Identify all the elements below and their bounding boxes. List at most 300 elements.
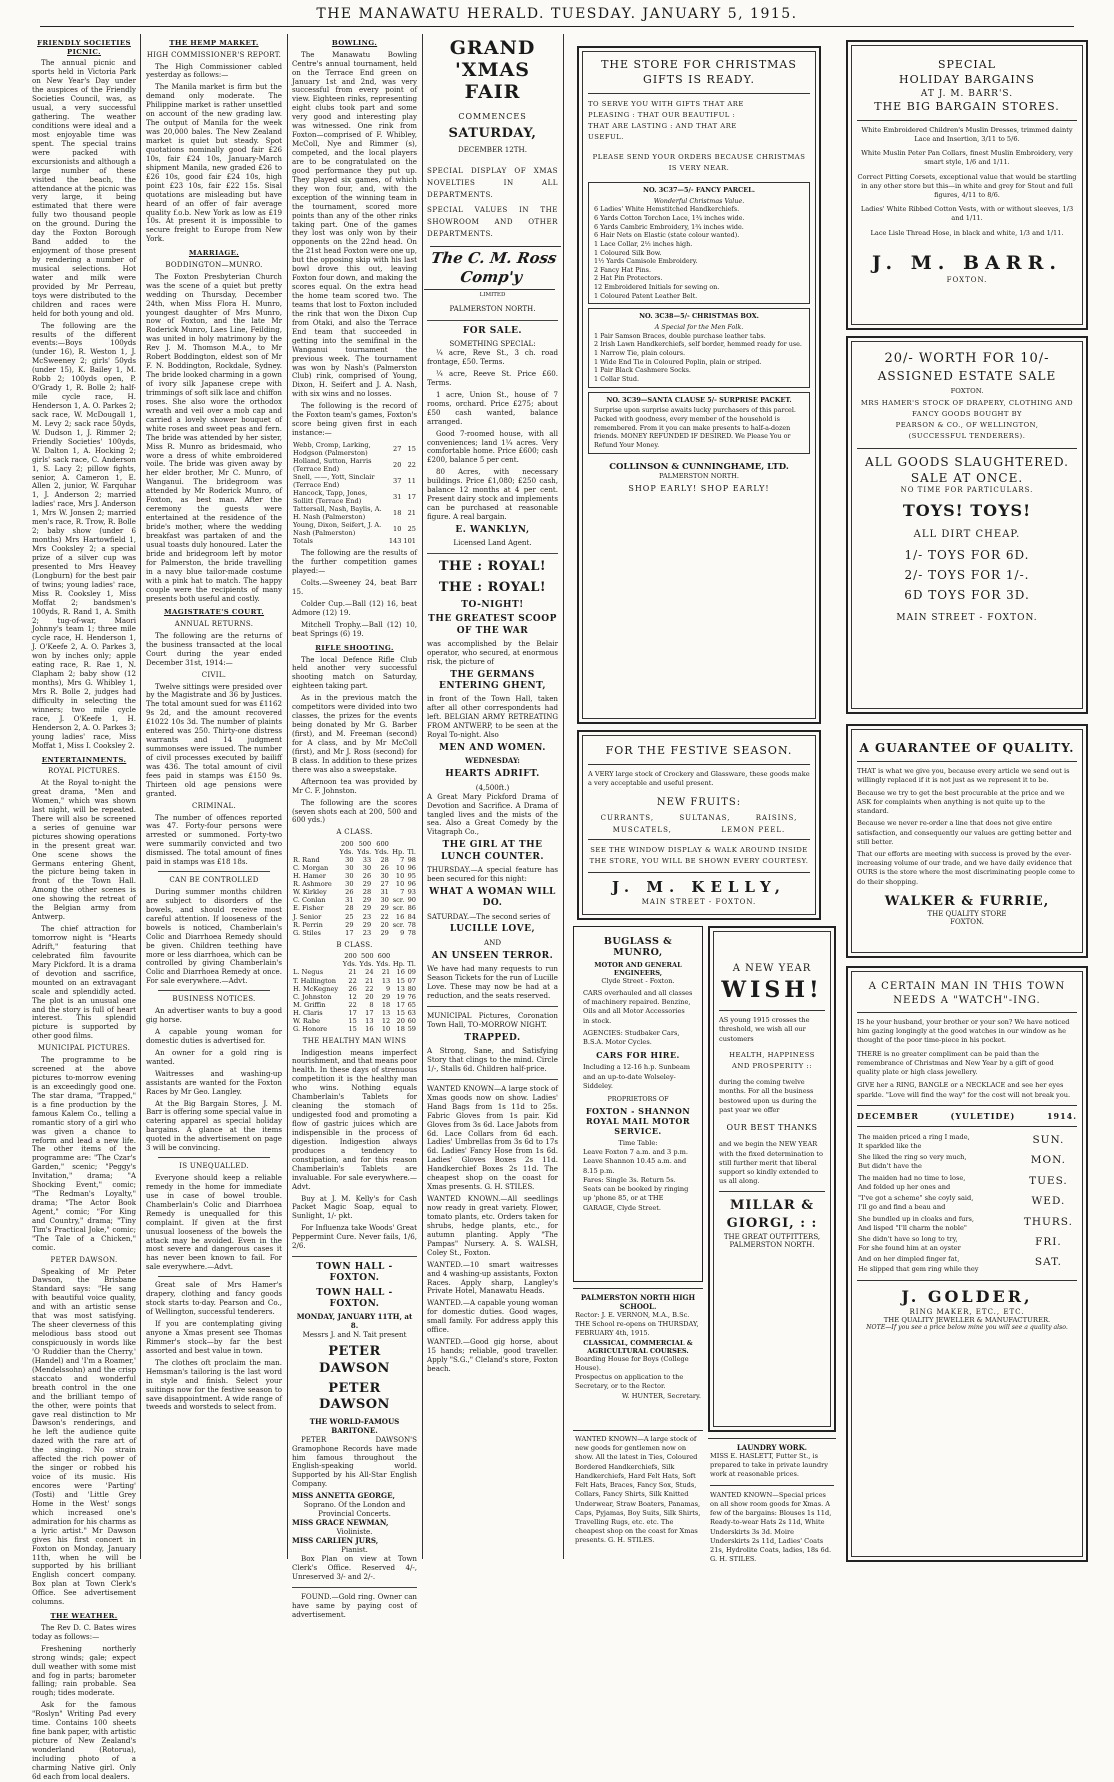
- estate-no-time: NO TIME FOR PARTICULARS.: [900, 485, 1034, 494]
- barr-holiday-bargains: HOLIDAY BARGAINS: [899, 72, 1035, 86]
- poem-line: For she found him at an oyster: [858, 1244, 961, 1253]
- wednesday: WEDNESDAY:: [465, 756, 520, 766]
- table-row: C. Johnston 12 20 29 19 76: [293, 992, 416, 1001]
- healthy-heading: THE HEALTHY MAN WINS: [302, 1036, 407, 1045]
- table-row: G. Stiles 17 23 29 9 78: [293, 928, 416, 937]
- scoop-paragraph: was accomplished by the Belair operator, who secured, at enormous risk, the picture of: [427, 638, 558, 666]
- poem-line: She didn't have so long to try,: [858, 1234, 958, 1243]
- box-plan: Box Plan on view at Town Clerk's Office. Reserved 4/-, Unreserved 3/- and 2/-.: [292, 1553, 417, 1581]
- wanted-notice: WANTED.—A capable young woman for domestic duties. Good wages, small family. For address apply this office.: [427, 1298, 558, 1335]
- estate-slaughtered: ALL GOODS SLAUGHTERED.: [865, 454, 1069, 469]
- table-row: Tattersall, Nash, Baylis, A. H. Nash (Palmerston) 18 21: [293, 505, 416, 522]
- tailoring-notice: The clothes oft proclaim the man. Hemsman's tailoring is the last word in style and finish. Select your suitings now for the festive season to save disappointment. A wide range of tweeds and worsteds to select from.: [146, 1357, 282, 1412]
- guarantee-p2: Because we try to get the best procurable at the price and we ASK for complaints when anything is not quite up to the standard.: [857, 788, 1065, 816]
- wanted-notice: WANTED KNOWN—A large stock of Xmas goods now on show. Ladies' Hand Bags from 1s 11d to 25s. Fabric Gloves from 1s pair. Kid Gloves from 3s 6d. Lace Jabots from 6d. Lace Collars from 6d each. Ladies' Umbrellas from 3s 6d to 17s 6d. Ladies' Fancy Hose from 1s 6d. Ladies' Gloves Boxes 2s 11d. Handkerchief Boxes 2s 11d. The cheapest shop on the coast for Xmas presents. G. H. STILES.: [427, 1083, 558, 1192]
- saturday-paragraph: SATURDAY.—The second series of: [427, 911, 550, 921]
- weather-forecast: Freshening northerly strong winds; gale; expect dull weather with some mist and fog in parts; barometer falling; rain probable. Sea rough; tides moderate.: [32, 1643, 136, 1698]
- concert-presenters: Messrs J. and N. Tait present: [302, 1330, 407, 1340]
- estate-deal: 1/- TOYS FOR 6D.: [904, 548, 1030, 563]
- festive-crockery: A VERY large stock of Crockery and Glassware, these goods make a very acceptable and useful present.: [588, 769, 810, 788]
- criminal-paragraph: The number of offences reported was 47. Forty-four persons were arrested or summoned. Forty-two were summarily convicted and two dismissed. The total amount of fines paid in stamps was £18 18s.: [146, 812, 282, 867]
- trapped: TRAPPED.: [464, 1032, 521, 1043]
- poem-calendar: [857, 1132, 1077, 1275]
- ad-new-year-wish: [708, 926, 836, 1432]
- table-row: Snell, ——, Yott, Sinclair (Terrace End) 37 11: [293, 473, 416, 490]
- buglass-address: Clyde Street - Foxton.: [601, 977, 675, 985]
- hemp-paragraph: The High Commissioner cabled yesterday as follows:—: [146, 61, 282, 80]
- saturday: SATURDAY,: [448, 125, 537, 141]
- barr-item: Correct Pitting Corsets, exceptional value that would be startling in any other store but this—in white and grey for Stout and full figures, 4/11 to 8/6.: [857, 172, 1077, 199]
- golder-name: J. GOLDER,: [901, 1286, 1033, 1306]
- proprietors: PROPRIETORS OF: [607, 1094, 669, 1103]
- criminal-subheading: CRIMINAL.: [191, 801, 237, 810]
- rifle-paragraph-3: Afternoon tea was provided by Mr C. F. Johnston.: [292, 776, 417, 795]
- grace-desc: Violiniste.: [336, 1527, 373, 1537]
- estate-assigned: ASSIGNED ESTATE SALE: [877, 368, 1057, 383]
- poem-line: And folded up her ones and: [858, 1182, 951, 1191]
- picnic-heading: FRIENDLY SOCIETIES PICNIC.: [37, 39, 131, 56]
- civil-paragraph: Twelve sittings were presided over by the Magistrate and 36 by Justices. The total amount sued for was £1162 9s 2d, and the amount recovered £1022 10s 3d. The number of plaints entered was 250. Thirty-one distress warrants and 14 judgment summonses were issued. The number of civil processes executed by bailiff was 436. The total amount of civil fees paid in stamps was £150 9s. Thirteen old age pensions were granted.: [146, 681, 282, 798]
- bowling-mitchell-trophy: Mitchell Trophy.—Ball (12) 10, beat Springs (6) 19.: [292, 619, 417, 638]
- ad-laundry: [708, 1438, 836, 1562]
- for-sale-item: 1 acre, Union St., house of 7 rooms, orchard. Price £275; about £50 cash wanted, balance arranged.: [427, 389, 558, 426]
- bowling-results-table: [292, 441, 417, 545]
- fruit-row: [588, 826, 810, 834]
- school-rector: Rector: J. E. VERNON, M.A., B.Sc.: [575, 1311, 690, 1319]
- time-table-row: Leave Foxton 7 a.m. and 3 p.m.: [583, 1148, 689, 1157]
- bowling-heading: BOWLING.: [331, 39, 378, 47]
- laundry-paragraph: MISS E. HASLETT, Futter St., is prepared to take in private laundry work at reasonable prices.: [710, 1452, 828, 1479]
- barr-name: J. M. BARR.: [871, 251, 1062, 274]
- buglass-agencies: AGENCIES: Studbaker Cars, B.S.A. Motor Cycles.: [583, 1028, 680, 1047]
- for-sale-item: 80 Acres, with necessary buildings. Price £1,080; £250 cash, balance 12 months at 4 per cent. Present dairy stock and implements can be purchased at reasonable figure. A real bargain.: [427, 467, 558, 522]
- girl-lunch-counter: THE GIRL AT THE LUNCH COUNTER.: [441, 840, 544, 862]
- millar-giorgi-sub: THE GREAT OUTFITTERS,: [723, 1232, 821, 1241]
- grand-xmas-fair: GRAND 'XMAS FAIR: [449, 37, 536, 103]
- parcel-item: 6 Hair Nets on Elastic (state colour wanted).: [594, 231, 740, 240]
- golder-sub: RING MAKER, ETC., ETC.: [909, 1307, 1025, 1316]
- hearts-adrift: HEARTS ADRIFT.: [445, 769, 540, 780]
- hearts-paragraph: A Great Mary Pickford Drama of Devotion and Sacrifice. A Drama of tangled lives and the mists of the sea. Also a Great Comedy by the Vitagraph Co.,: [427, 791, 558, 837]
- poem-row: [857, 1214, 1077, 1234]
- table-row: C. Conlan 31 29 30 scr. 90: [293, 896, 416, 905]
- rifle-paragraph-4: The following are the scores (seven shots each at 200, 500 and 600 yds.): [292, 797, 417, 825]
- christmas-box-heading: NO. 3C38—5/- CHRISTMAS BOX.: [639, 312, 759, 321]
- column-2: [146, 34, 282, 1561]
- barr-big-bargain: THE BIG BARGAIN STORES.: [874, 99, 1060, 113]
- christmas-box-sub: A Special for the Men Folk.: [654, 323, 744, 332]
- fares: Fares: Single 3s. Return 5s.: [583, 1175, 676, 1184]
- ad-christmas-store: [577, 46, 821, 724]
- santa-heading: NO. 3C39—SANTA CLAUSE 5/- SURPRISE PACKET.: [606, 395, 792, 404]
- poem-row: [857, 1254, 1077, 1274]
- parcel-item: 6 Yards Cambric Embroidery, 1¾ inches wide.: [594, 222, 744, 231]
- tonight: TO-NIGHT!: [461, 600, 524, 610]
- table-row: Holland, Sutton, Harris (Terrace End) 20 22: [293, 457, 416, 474]
- watch-p2: THERE is no greater compliment can be paid than the remembrance of Christmas and New Year by a gift of good quality plate or high class jewellery.: [857, 1049, 1054, 1077]
- new-year-p1: AS young 1915 crosses the threshold, we wish all our customers: [719, 1016, 810, 1043]
- school-prospectus: Prospectus on application to the Secretary, or to the Rector.: [575, 1373, 684, 1391]
- new-year: A NEW YEAR: [732, 963, 812, 974]
- new-fruits: NEW FRUITS:: [656, 797, 742, 809]
- christmas-box-list: [594, 332, 804, 384]
- walker-furrie-sub: THE QUALITY STORE: [927, 910, 1007, 919]
- collinson-name: COLLINSON & CUNNINGHAME, LTD.: [609, 461, 789, 472]
- watch-title: A CERTAIN MAN IN THIS TOWN NEEDS A "WATCH"-ING.: [868, 981, 1066, 1006]
- lucille-paragraph: We have had many requests to run Season Tickets for the run of Lucille Love. These may now be had at a reduction, and the seats reserved.: [427, 964, 558, 1000]
- peter-dawson-banner: PETER DAWSON: [319, 1381, 390, 1413]
- table-row: H. Claris 17 17 13 15 63: [293, 1008, 416, 1017]
- table-row: T. Hallington 22 21 13 15 07: [293, 976, 416, 985]
- rifle-heading: RIFLE SHOOTING.: [315, 643, 394, 652]
- table-row: H. Hamer 30 26 30 10 95: [293, 872, 416, 881]
- carlien-jurs: MISS CARLIEN JURS,: [292, 1535, 379, 1545]
- cars-for-hire-p: Including a 12-16 h.p. Sunbeam and an up-to-date Wolseley-Siddeley.: [583, 1063, 690, 1090]
- marriage-heading: MARRIAGE.: [188, 249, 240, 258]
- booking: Seats can be booked by ringing up 'phone 85, or at THE GARAGE, Clyde Street.: [583, 1185, 689, 1212]
- mail-service: FOXTON - SHANNON ROYAL MAIL MOTOR SERVICE.: [585, 1105, 691, 1136]
- weekday: THURS.: [1023, 1215, 1073, 1228]
- guarantee-p4: That our efforts are meeting with success is proved by the ever-increasing volume of our trade, and we have daily evidence that OURS is the store where the most discriminating people come to do their shopping.: [857, 849, 1075, 886]
- special-values: SPECIAL VALUES IN THE SHOWROOM AND OTHER DEPARTMENTS.: [427, 205, 558, 239]
- for-sale-item: ¼ acre, Reve St., 3 ch. road frontage, £50. Terms.: [427, 348, 558, 367]
- royal-heading: ROYAL PICTURES.: [47, 767, 121, 776]
- found-notice: FOUND.—Gold ring. Owner can have same by paying cost of advertisement.: [292, 1591, 417, 1619]
- germans-ghent: THE GERMANS ENTERING GHENT,: [439, 669, 546, 692]
- table-row: L. Negus 21 24 21 16 09: [293, 968, 416, 977]
- poem-line: It sparkled like the: [858, 1141, 922, 1150]
- germans-paragraph: in front of the Town Hall, taken after all other correspondents had left. BELGIAN ARMY RETREATING FROM ANTWERP, to be seen at the Royal To-night. Also: [427, 694, 558, 740]
- municipal-notice: MUNICIPAL Pictures, Coronation Town Hall, TO-MORROW NIGHT.: [427, 1010, 558, 1029]
- peter-dawson-banner: PETER DAWSON: [319, 1344, 390, 1376]
- poem-line: And lisped "I'll charm the noble": [858, 1223, 967, 1232]
- marriage-subheading: BODDINGTON—MUNRO.: [165, 260, 263, 269]
- bowling-colder-cup: Colder Cup.—Ball (12) 16, beat Admore (12) 19.: [292, 599, 417, 618]
- barr-item: White Embroidered Children's Muslin Dresses, trimmed dainty Lace and Insertion, 3/11 to 5/6.: [861, 125, 1073, 143]
- poem-line: And on her dimpled finger fat,: [858, 1255, 960, 1264]
- ad-estate-sale: [846, 336, 1088, 714]
- hemp-heading: THE HEMP MARKET.: [169, 39, 259, 47]
- buglass-p1: CARS overhauled and all classes of machinery repaired. Benzine, Oils and all Motor Accessories in stock.: [583, 989, 693, 1025]
- ross-limited: LIMITED: [479, 291, 506, 298]
- table-header: Yds. Yds. Yds. Hp. Tl.: [339, 848, 416, 857]
- wanklyn-sub: Licensed Land Agent.: [453, 538, 532, 548]
- parcel-item: 1 Coloured Silk Bow.: [594, 248, 662, 257]
- estate-p2: PEARSON & CO., OF WELLINGTON,: [895, 421, 1039, 430]
- calendar-header: [857, 1111, 1077, 1121]
- court-heading: MAGISTRATE'S COURT.: [163, 608, 265, 617]
- barr-at: AT J. M. BARR'S.: [920, 88, 1014, 99]
- picnic-results: The following are the results of the different events:—Boys 100yds (under 16), R. Weston 1, J. McSweeney 2; girls' 50yds (under 15), K. Bailey 1, M. Robb 2; 100yds open, P. O'Grady 1, R. Bolle 2; half-mile cycle race, H. Henderson 1, A. O. Parkes 2; sack race, W. McDougall 1, M. Levy 2; sack race 50yds, W. Dudson 1, J. Rimmer 2; Friendly Societies' 100yds, W. Dalton 1, A. Hocking 2; girls' sack race, C. Anderson 1, S. Lacy 2; pillow fights, senior, A. Cameron 1, E. Allen 2, junior, W. Farquhar 1, J. Anderson 2; married ladies' race, Mrs J. Anderson 1, Mrs W. Jonsen 2; married men's race, R. Trow, R. Bolle 2; baby show (under 6 months) Mrs Hartowfield 1, Mrs Cooksley 2; a special prize of a silver cup was presented to Mrs Heavey (Longburn) for the best pair of twins; young ladies' race, Miss R. Cooksley 1, Miss Moffat 2; bandsmen's 100yds, R. Rand 1, A. Smith 2; tug-of-war, Maori Johnny's team 1; three mile cycle race, H. Henderson 1, J. O'Keefe 2, A. O. Parkes 3, won by inches only; apple eating race, R. Rae 1, N. Clapham 2; baby show (12 months), Mrs G. Whibley 1, Mrs R. Bolle 2, judges had difficulty in selecting the winners; two mile cycle race, J. O'Keefe 1, H. Henderson 2, A. O. Parkes 3; young ladies' race, Miss Moffat 1, Miss I. Cooksley 2.: [32, 320, 136, 750]
- commences: COMMENCES: [458, 111, 527, 121]
- rimmer-notice: If you are contemplating giving anyone a Xmas present see Thomas Rimmer's stock—by far the best assorted and best value in town.: [146, 1319, 282, 1355]
- fruit-item: SULTANAS,: [679, 813, 731, 822]
- annetta-desc: Soprano. Of the London and Provincial Concerts.: [303, 1500, 406, 1519]
- cars-for-hire: CARS FOR HIRE.: [596, 1050, 680, 1061]
- poem-row: [857, 1152, 1077, 1172]
- town-hall-heading: TOWN HALL - FOXTON.: [316, 1262, 393, 1284]
- table-row: C. Morgan 30 30 26 10 96: [293, 864, 416, 873]
- hamer-notice: Great sale of Mrs Hamer's drapery, clothing and fancy goods stock starts to-day. Pearson and Co., of Wellington, successful tenderers.: [146, 1280, 282, 1317]
- municipal-paragraph: The programme to be screened at the above pictures to-morrow evening is an exceedingly good one. The star drama, "Trapped," is a fine production by the famous Kalem Co., telling a romantic story of a girl who was given a chance to reform and lead a new life. The other items of the programme are: "The Czar's Garden," scenic; "Peggy's Invitation," drama; "A Shocking Event," comic; "The Redman's Loyalty," drama; "The Actor Book Agent," comic; "For King and Country," drama; "Tiny Tim's Practical Joke," comic; "The Tale of a Chicken," comic.: [32, 1055, 136, 1252]
- poem-row: [857, 1173, 1077, 1193]
- roslyn-notice: Ask for the famous "Roslyn" Writing Pad every time. Contains 100 sheets fine bank paper, with artistic picture of New Zealand's wonderland (Rotorua), including photo of a charming Native girl. Only 6d each from local dealers.: [32, 1700, 136, 1781]
- estate-deal: 6D TOYS FOR 3D.: [904, 588, 1030, 603]
- class-b-table: [292, 952, 417, 1032]
- poem-line: I'll go and find a beau and: [858, 1203, 946, 1212]
- estate-worth: 20/- WORTH FOR 10/-: [884, 351, 1050, 366]
- barr-town: FOXTON.: [946, 275, 988, 284]
- court-subheading: ANNUAL RETURNS.: [174, 620, 254, 629]
- unequalled-paragraph: Everyone should keep a reliable remedy in the home for immediate use in case of bowel trouble. Chamberlain's Colic and Diarrhoea Remedy is unequalled for this complaint. If given at the first unusual looseness of the bowels the attack may be avoided. Even in the most severe and dangerous cases it has never been known to fail. For sale everywhere.—Advt.: [146, 1172, 282, 1272]
- table-row: R. Ashmore 30 29 27 10 96: [293, 880, 416, 889]
- laundry-heading: LAUNDRY WORK.: [736, 1443, 808, 1452]
- festive-title: FOR THE FESTIVE SEASON.: [605, 744, 793, 757]
- trapped-paragraph: A Strong, Sane, and Satisfying Story that clings to the mind. Circle 1/-, Stalls 6d. Children half-price.: [427, 1046, 558, 1073]
- kelly-address: MAIN STREET - FOXTON.: [641, 898, 757, 907]
- poem-line: "I've got a scheme" she coyly said,: [858, 1194, 974, 1203]
- unseen-terror: AN UNSEEN TERROR.: [431, 950, 554, 961]
- walker-furrie-town: FOXTON.: [950, 918, 984, 927]
- peter-dawson-records: PETER DAWSON'S Gramophone Records have made him famous throughout the English-speaking world. Supported by his All-Star English Company.: [292, 1434, 417, 1489]
- barr-item: White Muslin Peter Pan Collars, finest Muslin Embroidery, very smart style, 1/6 and 1/11.: [861, 149, 1073, 167]
- stiles-wanted: WANTED KNOWN—A large stock of new goods for gentlemen now on show. All the latest in Ties, Coloured Bordered Handkerchiefs, Silk Handkerchiefs, Hard Felt Hats, Soft Felt Hats, Braces, Fancy Sox, Studs, Collars, Fancy Shirts, Silk Knitted Underwear, Straw Boaters, Panamas, Caps, Pyjamas, Boy Suits, Silk Shirts, Travelling Rugs, etc. etc. The cheapest shop on the coast for Xmas presents. G. H. STILES.: [575, 1435, 701, 1545]
- bowling-paragraph-3: The following are the results of the further competition games played:—: [292, 548, 417, 576]
- poem-line: The maiden priced a ring I made,: [858, 1132, 970, 1141]
- weekday: SUN.: [1032, 1133, 1065, 1146]
- poem-line: But didn't have the: [858, 1162, 922, 1171]
- christmas-line: THAT ARE LASTING : AND THAT ARE: [588, 122, 737, 131]
- weekday: TUES.: [1029, 1174, 1068, 1187]
- school-reopens: THE School re-opens on THURSDAY, FEBRUARY 4th, 1915.: [575, 1320, 699, 1338]
- special-display: SPECIAL DISPLAY OF XMAS NOVELTIES IN ALL DEPARTMENTS.: [427, 165, 558, 200]
- marriage-paragraph: The Foxton Presbyterian Church was the scene of a quiet but pretty wedding on Thursday, December 24th, when Miss Flora H. Munro, youngest daughter of Mrs Munro, now of Foxton, and the late Mr Roderick Munro, Laes Line, Feilding, was united in holy matrimony by the Rev J. M. Thomson M.A., to Mr Robert Boddington, eldest son of Mr F. N. Boddington, Rockdale, Sydney. The bride looked charming in a gown of ivory silk Japanese crepe with trimmings of soft silk lace and chiffon roses. She also wore the orthodox wreath and veil over a mob cap and carried a lovely shower bouquet of white roses and sweet peas and fern. The bride was attended by her sister, Miss R. Munro as bridesmaid, who wore a dress of white embroidered voile. The bride was given away by her elder brother, Mr C. Munro, of Wanganui. The bridegroom was attended by Mr Roderick Munro, of Foxton, as best man. After the ceremony the guests were entertained at the residence of the bride's mother, where the wedding breakfast was partaken of and the usual toasts duly honoured. Later the bride and bridegroom left by motor for Palmerston, the bride travelling in a navy blue tailor-made costume with a pink hat to match. The happy couple were the recipients of many presents both useful and costly.: [146, 271, 282, 603]
- estate-main-street: MAIN STREET - FOXTON.: [896, 612, 1038, 623]
- parcel-item: 1½ Yards Camisole Embroidery.: [594, 257, 698, 266]
- fancy-parcel-list: [594, 205, 804, 300]
- golder-desc: THE QUALITY JEWELLER & MANUFACTURER.: [883, 1315, 1051, 1324]
- wanted-notice: WANTED.—Good gig horse, about 15 hands; reliable, good traveller. Apply "S.G.," Cleland's store, Foxton beach.: [427, 1337, 559, 1373]
- box-item: 2 Irish Lawn Handkerchiefs, self border, hemmed ready for use.: [594, 340, 802, 349]
- entertainments-heading: ENTERTAINMENTS.: [41, 755, 127, 764]
- business-notice: Waitresses and washing-up assistants are wanted for the Foxton Races by Mr Geo. Langley.: [146, 1068, 282, 1096]
- collinson-location: PALMERSTON NORTH.: [659, 471, 739, 480]
- time-table-row: Leave Shannon 10.45 a.m. and 8.15 p.m.: [583, 1157, 687, 1175]
- barr-list: [857, 126, 1077, 238]
- ad-high-school: [573, 1288, 703, 1430]
- table-header: 200 500 600: [344, 952, 391, 961]
- table-row: Webb, Cromp, Larking, Hodgson (Palmerston) 27 15: [293, 441, 416, 458]
- controlled-paragraph: During summer months children are subject to disorders of the bowels, and should receive most careful attention. If looseness of the bowels is noticed, Chamberlain's Colic and Diarrhoea Remedy should be given. Children teething have more or less diarrhoea, which can be controlled by giving Chamberlain's Colic and Diarrhoea Remedy at once. For sale everywhere.—Advt.: [146, 886, 282, 986]
- calendar-year: 1914.: [1046, 1110, 1077, 1121]
- box-item: 1 Wide End Tie in Coloured Poplin, plain or striped.: [594, 357, 762, 366]
- barr-special: SPECIAL: [938, 58, 996, 71]
- ad-buglass-munro: [573, 926, 703, 1282]
- poem-row: [857, 1132, 1077, 1152]
- table-row: G. Honore 15 16 10 18 59: [293, 1024, 416, 1033]
- hemp-subheading: HIGH COMMISSIONER'S REPORT.: [146, 50, 282, 59]
- walker-furrie-name: WALKER & FURRIE,: [884, 893, 1050, 909]
- table-header: 200 500 600: [340, 840, 389, 849]
- parcel-item: 2 Hat Pin Protectors.: [594, 274, 663, 283]
- festive-window: SEE THE WINDOW DISPLAY & WALK AROUND INSIDE THE STORE, YOU WILL BE SHOWN EVERY COURTESY.: [589, 845, 809, 865]
- for-sale-item: Good 7-roomed house, with all conveniences; land 1¼ acres. Very comfortable home. Price £600; cash £200, balance 5 per cent.: [427, 428, 558, 465]
- school-name: PALMERSTON NORTH HIGH SCHOOL.: [580, 1293, 696, 1311]
- wanklyn-name: E. WANKLYN,: [455, 524, 530, 535]
- picnic-paragraph: The annual picnic and sports held in Victoria Park on New Year's Day under the auspices of the Friendly Societies Council, was, as usual, a very successful gathering. The weather conditions were ideal and a most enjoyable time was spent. The special trains were packed with excursionists and although a large number of these visited the beach, the attendance at the picnic was very large, it being estimated that there were fully two thousand people on the ground. During the day the Foxton Borough Band added to the enjoyment of those present by rendering a number of musical selections. Hot water and milk were provided by Mr Perreau, toys were distributed to the children and races were held for both young and old.: [32, 58, 136, 318]
- box-item: 1 Pair Samson Braces, double purchase leather tabs.: [594, 331, 766, 340]
- calendar-yuletide: (YULETIDE): [950, 1110, 1016, 1121]
- column-rule: [140, 34, 141, 1559]
- health-happiness: HEALTH, HAPPINESS AND PROSPERITY ::: [729, 1050, 815, 1071]
- ad-golder: [846, 966, 1088, 1562]
- unequalled-heading: IS UNEQUALLED.: [179, 1162, 249, 1171]
- healthy-paragraph: Indigestion means imperfect nourishment, and that means poor health. In these days of strenuous competition it is the healthy man who wins. Nothing equals Chamberlain's Tablets for cleaning the stomach of undigested food and promoting a flow of gastric juices which are indispensible in the process of digestion. Indigestion always produces a tendency to constipation, and for this reason Chamberlain's Tablets are invaluable. For sale everywhere.—Advt.: [292, 1047, 417, 1191]
- concert-date: MONDAY, JANUARY 11TH, at 8.: [296, 1312, 413, 1331]
- fruit-row: [588, 814, 810, 822]
- estate-toys: TOYS! TOYS!: [902, 500, 1032, 520]
- peter-dawson-paragraph: Speaking of Mr Peter Dawson, the Brisbane Standard says: "He sang with beautiful voice quality, and with an artistic sense that was most satisfying. The sheer cleverness of this melodious bass stood out conspicuously in words like 'O Ruddier than the Cherry,' (Handel) and 'I'm a Roamer,' (Mendelssohn) and the crisp staccato and wonderful breath control in the one and the brilliant tempo of the other, were points that gave real distinction to Mr Dawson's renderings, and he left the audience quite dazed with the rare art of the singing. No strain affected the rich power of the singer or robbed his voice of its music. His encores were 'Parting' (Tosti) and 'Little Grey Home in the West' songs which increased one's admiration for his charms as a lyric artist." Mr Dawson gives his first concert in Foxton on Monday, January 11th, when he will be supported by his brilliant English concert company. Box plan at Town Clerk's Office. See advertisement columns.: [32, 1266, 136, 1607]
- school-boarding: Boarding House for Boys (College House).: [575, 1354, 689, 1372]
- guarantee-p3: Because we never re-order a line that does not give entire satisfaction, and consequently our values are getting better and still better.: [857, 819, 1072, 846]
- business-notice: At the Big Bargain Stores, J. M. Barr is offering some special value in catering apparel as special holiday bargains. A glance at the items quoted in the advertisement on page 3 will be convincing.: [146, 1098, 282, 1153]
- table-row: E. Fisher 28 29 29 scr. 86: [293, 904, 416, 913]
- guarantee-title: A GUARANTEE OF QUALITY.: [859, 741, 1075, 755]
- barr-item: Ladies' White Ribbed Cotton Vests, with or without sleeves, 1/3 and 1/11.: [860, 205, 1074, 223]
- time-table-heading: Time Table:: [618, 1138, 658, 1147]
- parcel-item: 2 Fancy Hat Pins.: [594, 265, 651, 274]
- carlien-desc: Pianist.: [341, 1544, 368, 1554]
- bowling-paragraph-2: The following is the record of the Foxton team's games, Foxton's score being given first in each instance:—: [292, 401, 417, 438]
- parcel-item: 6 Ladies' White Hemstitched Handkerchiefs.: [594, 205, 740, 214]
- ad-festive-season: [577, 730, 821, 920]
- new-year-p3: and we begin the NEW YEAR with the fixed determination to still further merit that liberal support so kindly extended to us all along.: [719, 1140, 824, 1186]
- class-a-table: [292, 840, 417, 936]
- weekday: FRI.: [1035, 1235, 1062, 1248]
- column-rule: [563, 34, 564, 1559]
- christmas-line: TO SERVE YOU WITH GIFTS THAT ARE: [588, 99, 744, 108]
- christmas-line: PLEASING : THAT OUR BEAUTIFUL :: [588, 110, 736, 119]
- weather-intro: The Rev D. C. Bates wires today as follows:—: [32, 1622, 136, 1641]
- column-3: [292, 34, 418, 1619]
- barr-item: Lace Lisle Thread Hose, in black and white, 1/3 and 1/11.: [870, 228, 1064, 237]
- estate-sale-at-once: SALE AT ONCE.: [910, 470, 1024, 485]
- business-notice: An advertiser wants to buy a good gig horse.: [146, 1006, 282, 1024]
- court-paragraph: The following are the returns of the business transacted at the local Court during the year ended December 31st, 1914:—: [146, 630, 282, 667]
- column-4: [427, 34, 558, 1561]
- for-sale-item: ¼ acre, Reeve St. Price £60. Terms.: [427, 368, 558, 387]
- grace-newman: MISS GRACE NEWMAN,: [292, 1518, 389, 1528]
- royal-banner: THE : ROYAL!: [438, 579, 547, 595]
- estate-town: FOXTON.: [950, 386, 984, 395]
- estate-p3: (SUCCESSFUL TENDERERS).: [908, 432, 1026, 441]
- december-12: DECEMBER 12TH.: [458, 144, 527, 154]
- town-hall-heading: TOWN HALL - FOXTON.: [316, 1287, 393, 1310]
- christmas-please: PLEASE SEND YOUR ORDERS BECAUSE CHRISTMAS IS VERY NEAR.: [592, 152, 806, 172]
- parcel-item: 1 Lace Collar, 2½ inches high.: [594, 239, 693, 248]
- box-item: 1 Collar Stud.: [594, 374, 640, 383]
- class-a-heading: A CLASS.: [336, 828, 373, 837]
- hearts-length: (4,500ft.): [475, 782, 510, 792]
- influenza-notice: For Influenza take Woods' Great Peppermint Cure. Never fails, 1/6, 2/6.: [292, 1223, 418, 1251]
- business-heading: BUSINESS NOTICES.: [172, 995, 256, 1004]
- business-notice: A capable young woman for domestic duties is advertised for.: [146, 1026, 282, 1045]
- table-row: W. Rabe 15 13 12 20 60: [293, 1016, 416, 1025]
- christmas-line: USEFUL.: [588, 133, 624, 142]
- bowling-colts: Colts.—Sweeney 24, beat Barr 15.: [292, 578, 417, 597]
- parcel-item: 12 Embroidered Initials for sewing on.: [594, 283, 720, 292]
- fancy-parcel-heading: NO. 3C37—5/- FANCY PARCEL.: [643, 185, 755, 194]
- table-row: H. McKegney 26 22 9 13 80: [293, 984, 416, 993]
- fancy-parcel-box: [588, 182, 810, 304]
- hemp-report: The Manila market is firm but the demand only moderate. The Philippine market is rather unsettled on account of the new grading law. The output of Manila for the week was 20,000 bales. The New Zealand market is quiet but steady. Spot quotations nominally good fair £26 10s, fair £24 10s, January-March shipment Manila, new graded £26 to £26 10s, good fair £24 10s, high point £23 10s, fair £22 15s. Sisal quotations are misleading but have heard of an offer of fair average quality f.o.b. New York as low as £19 10s. At present it is impossible to secure freight to Europe from New York.: [146, 82, 282, 244]
- fruit-item: MUSCATELS,: [612, 825, 672, 834]
- ad-barr: [846, 40, 1088, 330]
- stiles-wanted-2: WANTED KNOWN—Special prices on all show room goods for Xmas. A few of the bargains: Blouses 1s 11d, Ready-to-wear Hats 2s 11d, White Underskirts 3s 3d. Moire Underskirts 2s 11d, Ladies' Coats 21s, Hydrolite Coats, ladies, 18s 6d. G. H. STILES.: [710, 1490, 832, 1564]
- ross-logo: The C. M. Ross Comp'y: [424, 246, 561, 290]
- and-word: AND: [483, 937, 502, 947]
- annetta-george: MISS ANNETTA GEORGE,: [292, 1491, 395, 1501]
- royal-paragraph: At the Royal to-night the great drama, "Men and Women," which was shown last night, will be repeated. There will also be screened a series of genuine war pictures showing operations in the present great war. One scene shows the Germans entering Ghent, the picture being taken in front of the Town Hall. Among the other scenes is one showing the retreat of the Belgian army from Antwerp.: [32, 778, 136, 922]
- santa-packet-box: [588, 392, 810, 454]
- wanted-notice: WANTED.—10 smart waitresses and 4 washing-up assistants, Foxton Races. Apply sharp, Langley's Private Hotel, Manawatu Heads.: [427, 1259, 558, 1296]
- poem-line: The maiden had no time to lose,: [858, 1173, 966, 1182]
- weekday: SAT.: [1034, 1256, 1062, 1269]
- municipal-heading: MUNICIPAL PICTURES.: [37, 1044, 131, 1053]
- poem-row: [857, 1234, 1077, 1254]
- table-header: Yds. Yds. Yds. Hp. Tl.: [342, 960, 416, 969]
- bowling-paragraph: The Manawatu Bowling Centre's annual tournament, held on the Terrace End green on January 1st and 2nd, was very successful from every point of view. Eighteen rinks, representing eight clubs took part and some very good and interesting play was witnessed. One rink from Foxton—comprised of F. Whibley, McColl, Nye and Rimmer (s), competed, and the local players are to be congratulated on the good performance they put up. They played six games, of which they won four, and, with the exception of the winning team in the tournament, scored more points than any of the other rinks taking part. One of the games they lost was only won by their opponents on the 22nd head. On the 21st head Foxton were one up, but the opposing skip with his last bowl drove this out, leaving Foxton four down, and making the scores equal. On the extra head the home team scored two. The teams that lost to Foxton included the rink that won the Dixon Cup from Otaki, and also the Terrace End team that succeeded in getting into the semifinal in the Wanganui tournament the previous week. The tournament was won by Nash's (Palmerston Club) rink, comprised of Young, Dixon, H. Seifert and J. A. Nash, with six wins and no losses.: [292, 49, 417, 399]
- millar-giorgi-town: PALMERSTON NORTH.: [729, 1240, 815, 1249]
- thursday-paragraph: THURSDAY.—A special feature has been secured for this night:: [427, 865, 558, 883]
- santa-paragraph: Surprise upon surprise awaits lucky purchasers of this parcel. Packed with goodness, every member of the household is remembered. From it you can make presents to half-a-dozen friends. MONEY REFUNDED IF DESIRED. We Please You or Refund Your Money.: [594, 406, 796, 449]
- christmas-title: THE STORE FOR CHRISTMAS GIFTS IS READY.: [601, 58, 797, 86]
- table-row: W. Kirkley 26 28 31 7 93: [293, 888, 416, 897]
- watch-p3: GIVE her a RING, BANGLE or a NECKLACE and see her eyes sparkle. "Love will find the way" for the cost will not break you.: [857, 1081, 1071, 1099]
- box-item: 1 Pair Black Cashmere Socks.: [594, 366, 691, 375]
- guarantee-p1: THAT is what we give you, because every article we send out is willingly replaced if it is not just as we represent it to be.: [857, 767, 1070, 785]
- table-row: J. Senior 25 23 22 16 84: [293, 912, 416, 921]
- new-year-p2: during the coming twelve months. For all the business bestowed upon us during the past year we offer: [719, 1078, 817, 1114]
- parcel-item: 6 Yards Cotton Torchon Lace, 1¾ inches wide.: [594, 213, 745, 222]
- for-sale-sub: SOMETHING SPECIAL:: [449, 339, 536, 349]
- table-row: M. Griffin 22 8 18 17 65: [293, 1000, 416, 1009]
- peter-dawson-desc: THE WORLD-FAMOUS BARITONE.: [309, 1416, 400, 1435]
- what-a-woman: WHAT A WOMAN WILL DO.: [429, 886, 556, 909]
- royal-banner: THE : ROYAL!: [438, 559, 547, 575]
- estate-deal: 2/- TOYS FOR 1/-.: [904, 568, 1030, 583]
- weekday: MON.: [1030, 1154, 1067, 1167]
- shop-early: SHOP EARLY! SHOP EARLY!: [628, 483, 770, 493]
- table-row: R. Perrin 29 29 20 scr. 78: [293, 920, 416, 929]
- buglass-sub: MOTOR AND GENERAL ENGINEERS,: [594, 961, 682, 977]
- table-row: Young, Dixon, Seifert, J. A. Nash (Palmerston) 10 25: [293, 521, 416, 538]
- fruit-item: LEMON PEEL.: [721, 825, 786, 834]
- civil-subheading: CIVIL.: [201, 670, 227, 679]
- royal-paragraph-2: The chief attraction for tomorrow night is "Hearts Adrift," featuring that celebrated film favourite Mary Pickford. It is a drama of devotion and sacrifice, mounted on an extravagant scale and splendidly acted. The plot is an unusual one and the story is full of heart interest. This splendid picture is supported by other good films.: [32, 924, 136, 1041]
- fancy-parcel-sub: Wonderful Christmas Value.: [653, 196, 745, 205]
- poem-line: She bundled up in cloaks and furs,: [858, 1214, 975, 1223]
- rifle-paragraph-2: As in the previous match the competitors were divided into two classes, the prizes for the events being donated by Mr G. Barber (first), and M. Freeman (second) for A class, and by Mr McColl (first), and Mr J. Ross (second) for B class. In addition to these prizes there was also a sweepstake.: [292, 693, 417, 774]
- table-row: R. Rand 30 33 28 7 98: [293, 856, 416, 865]
- column-rule: [287, 34, 288, 1559]
- buglass-name: BUGLASS & MUNRO,: [603, 936, 673, 958]
- class-b-heading: B CLASS.: [336, 940, 373, 949]
- box-item: 1 Narrow Tie, plain colours.: [594, 349, 686, 358]
- fruit-item: RAISINS,: [755, 813, 798, 822]
- ad-guarantee: [846, 724, 1088, 958]
- best-thanks: OUR BEST THANKS: [726, 1123, 818, 1133]
